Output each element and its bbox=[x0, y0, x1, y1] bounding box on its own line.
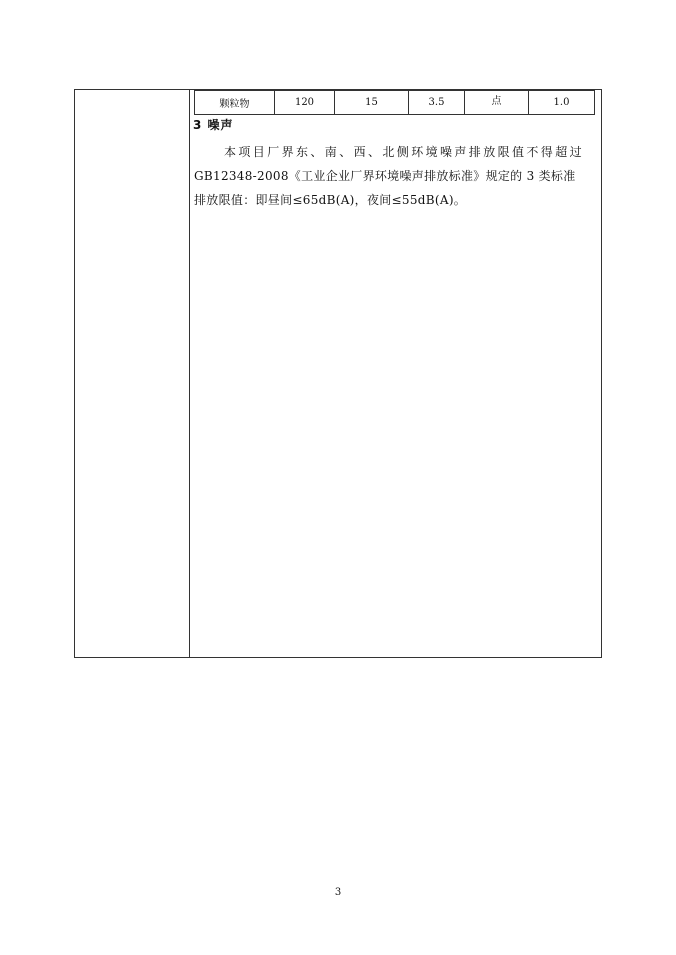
limit-cell: 1.0 bbox=[529, 91, 595, 115]
monitoring-point-cell: 点 bbox=[465, 91, 529, 115]
section-heading: 3 噪声 bbox=[193, 118, 234, 132]
left-column-cell bbox=[75, 90, 190, 657]
pollutant-cell: 颗粒物 bbox=[195, 91, 275, 115]
emission-limits-table bbox=[194, 90, 595, 115]
paragraph-line: 排放限值：即昼间≤65dB(A)，夜间≤55dB(A)。 bbox=[194, 193, 467, 207]
page-number: 3 bbox=[334, 887, 342, 898]
paragraph-line: GB12348-2008《工业企业厂界环境噪声排放标准》规定的 3 类标准 bbox=[194, 169, 576, 183]
paragraph-line: 本项目厂界东、南、西、北侧环境噪声排放限值不得超过 bbox=[224, 145, 585, 159]
noise-paragraph bbox=[194, 140, 598, 212]
concentration-cell: 120 bbox=[275, 91, 335, 115]
rate-cell: 3.5 bbox=[409, 91, 465, 115]
table-row bbox=[195, 91, 595, 115]
stack-height-cell: 15 bbox=[335, 91, 409, 115]
